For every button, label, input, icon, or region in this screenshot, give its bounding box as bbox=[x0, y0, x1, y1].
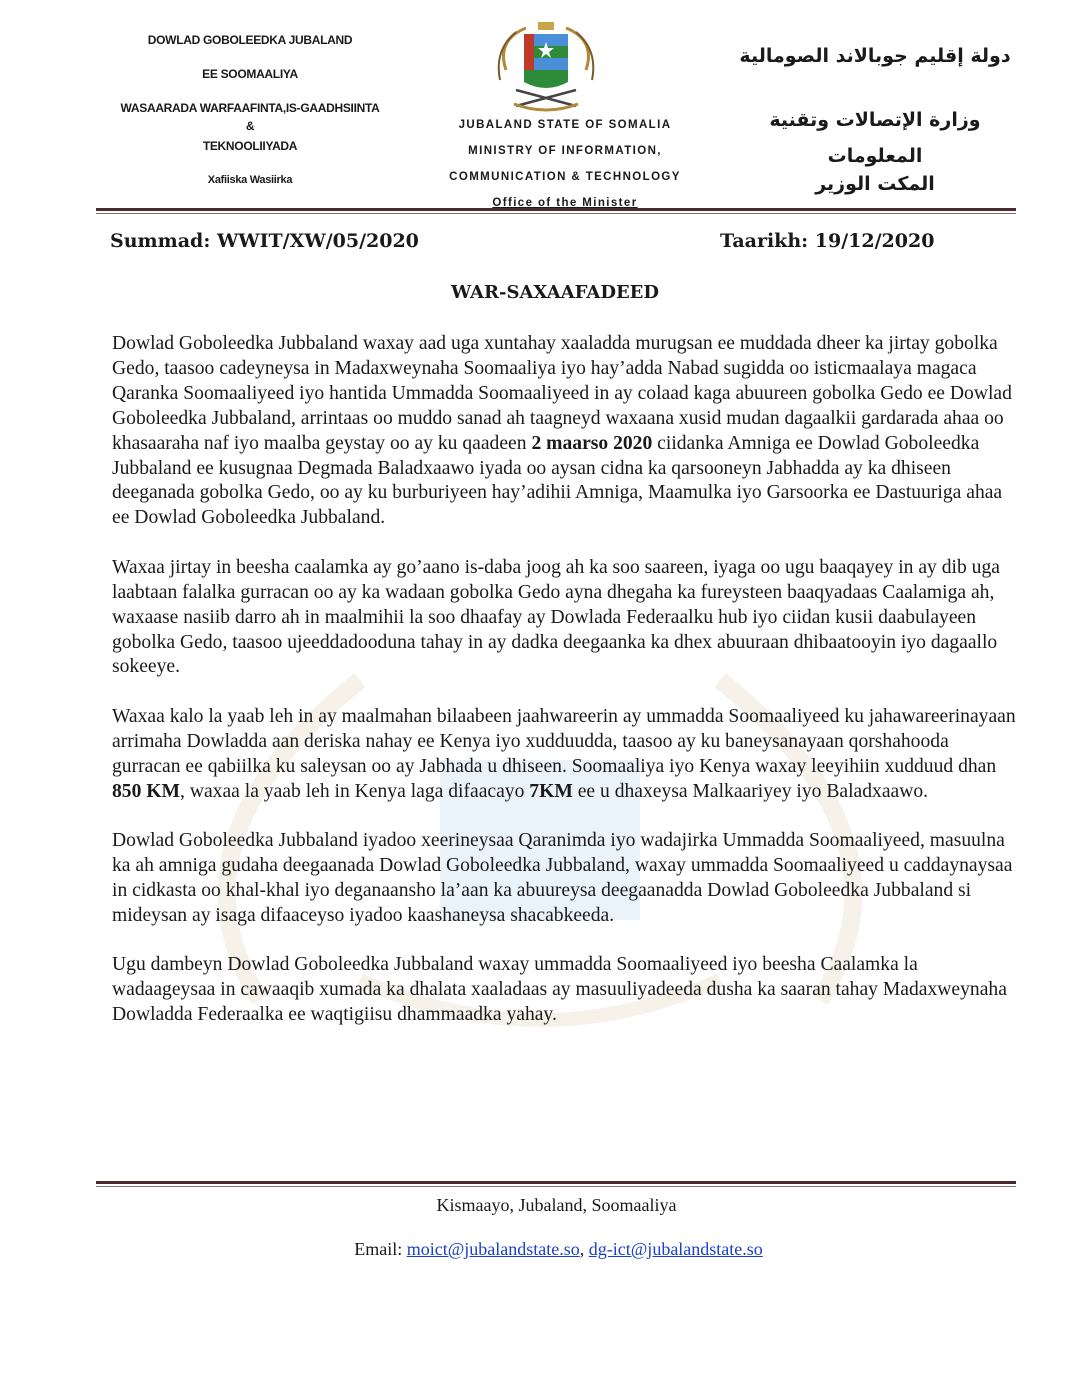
email-separator: , bbox=[579, 1239, 589, 1259]
paragraph-4: Dowlad Goboleedka Jubbaland iyadoo xeerineysaa Qaranimda iyo wadajirka Ummadda Soomaaliyeed, masuulna ka ah amniga gudaha deegaanada Dowlad Goboleedka Jubbaland, waxay ummadda Soomaaliyeed u caddaynaysaa in cidkasta oo khal-khal iyo deganaansho la’aan ka abuureysa deegaanadda Dowlad Goboleedka Jubbaland si mideysan ay isaga difaaceyso iyadoo kaashaneysa shacabkeeda. bbox=[112, 830, 1013, 926]
header-left-line5: TEKNOOLIIYADA bbox=[202, 139, 298, 153]
header-center-english bbox=[390, 116, 740, 208]
press-release-body bbox=[112, 332, 1017, 1053]
header-center-line3: COMMUNICATION & TECHNOLOGY bbox=[449, 171, 681, 183]
email-link-moict[interactable]: moict@jubalandstate.so bbox=[406, 1239, 580, 1259]
paragraph-1-text-a: Dowlad Goboleedka Jubbaland waxay aad uga xuntahay xaaladda murugsan ee muddada dheer ka jirtay gobolka Gedo, taasoo cadeyneysa in Madaxweynaha Soomaaliya iyo hay’adda Nabad sugidda oo isticmaalaya magaca Qaranka Soomaaliyeed iyo hantida Ummadda Soomaaliyeed in ay colaad kaga abuureen gobolka Gedo ee Dowlad Goboleedka Jubbaland, arrintaas oo muddo sanad ah taagneyd waxaana xusid mudan dagaalkii gardarada ahaa oo khasaaraha naf iyo maalba geystay oo ay ku qaadeen bbox=[112, 333, 1012, 454]
header-left-somali bbox=[100, 30, 400, 204]
paragraph-2: Waxaa jirtay in beesha caalamka ay go’aano is-daba joog ah ka soo saareen, iyaga oo ugu baaqayey in ay dib uga laabtaan falalka gurracan oo ay ka wadaan gobolka Gedo ayna dhegaha ka fureysteen baaqyadaas Caalamiga ah, waxaase nasiib darro ah in maalmihii la soo dhaafay ay Dowlada Federaalku hub iyo ciidan kusii daabulayeen gobolka Gedo, taasoo ujeeddadooduna tahay in ay dadka deegaanka ka dhex abuuraan dhibaatooyin iyo dagaallo sokeeye. bbox=[112, 556, 1000, 678]
paragraph-3-bold-850km: 850 KM bbox=[112, 780, 181, 802]
header-center-line2: MINISTRY OF INFORMATION, bbox=[468, 145, 662, 157]
paragraph-3-text-c: ee u dhaxeysa Malkaariyey iyo Baladxaawo. bbox=[572, 780, 929, 802]
header-right-line2: وزارة الإتصالات وتقنية المعلومات bbox=[769, 109, 981, 167]
paragraph-3 bbox=[112, 705, 1017, 805]
header-center-line4: Office of the Minister bbox=[492, 197, 638, 208]
header-left-line3: WASAARADA WARFAAFINTA,IS-GAADHSIINTA bbox=[120, 101, 380, 115]
document-date: Taarikh: 19/12/2020 bbox=[720, 230, 935, 252]
paragraph-3-text-b: , waxaa la yaab leh in Kenya laga difaacayo bbox=[180, 780, 530, 802]
paragraph-5: Ugu dambeyn Dowlad Goboleedka Jubbaland waxay ummadda Soomaaliyeed iyo beesha Caalamka la wadaageysaa in cawaaqib xumada ka dhalata xaaladaas ay masuuliyadeeda dusha ka saaran tahay Madaxweynaha Dowladda Federaalka ee waqtigiisu dhammaadka yahay. bbox=[112, 954, 1007, 1026]
header-divider bbox=[96, 208, 1016, 211]
document-title: WAR-SAXAAFADEED bbox=[450, 282, 660, 303]
header-left-line4: & bbox=[245, 119, 255, 133]
footer-divider bbox=[96, 1181, 1016, 1184]
footer-email-line bbox=[0, 1239, 1080, 1260]
email-link-dg-ict[interactable]: dg-ict@jubalandstate.so bbox=[588, 1239, 763, 1259]
paragraph-1-date-bold: 2 maarso 2020 bbox=[531, 432, 653, 454]
footer-address: Kismaayo, Jubaland, Soomaaliya bbox=[436, 1195, 677, 1215]
header-left-line1: DOWLAD GOBOLEEDKA JUBALAND bbox=[147, 33, 353, 47]
header-right-line3: المكت الوزير bbox=[815, 173, 935, 195]
header-left-line2: EE SOOMAALIYA bbox=[202, 67, 298, 81]
header-right-arabic bbox=[720, 38, 1030, 230]
paragraph-3-bold-7km: 7KM bbox=[529, 780, 573, 802]
jubaland-crest-logo bbox=[486, 20, 606, 116]
header-right-line1: دولة إقليم جوبالاند الصومالية bbox=[739, 45, 1011, 67]
email-label: Email: bbox=[354, 1239, 407, 1259]
paragraph-3-text-a: Waxaa kalo la yaab leh in ay maalmahan bilaabeen jaahwareerin ay ummadda Soomaaliyeed ku jahawareerinayaan arrimaha Dowladda aan deriska nahay ee Kenya iyo xudduudda, taasoo ay ku baneysanayaan qorshahooda gurracan ee qabiilka ku saleysan oo ay Jabhada u dhiseen. Soomaaliya iyo Kenya waxay leeyihiin xudduud dhan bbox=[112, 705, 1016, 777]
header-divider-thin bbox=[96, 213, 1016, 214]
paragraph-1 bbox=[112, 332, 1017, 531]
footer-divider-thin bbox=[96, 1186, 1016, 1187]
header-left-line6: Xafiiska Wasiirka bbox=[207, 174, 293, 186]
paragraph-1-text-b: ciidanka Amniga ee Dowlad Goboleedka Jubbaland ee kusugnaa Degmada Baladxaawo iyada oo aysan cidna ka qarsooneyn Jabhadda ay ka dhiseen deeganada gobolka Gedo, oo ay ku burburiyeen hay’adihii Amniga, Maamulka iyo Garsoorka ee Dastuuriga ahaa ee Dowlad Goboleedka Jubbaland. bbox=[112, 432, 1003, 529]
header-center-line1: JUBALAND STATE OF SOMALIA bbox=[458, 119, 672, 131]
reference-number: Summad: WWIT/XW/05/2020 bbox=[110, 230, 419, 252]
